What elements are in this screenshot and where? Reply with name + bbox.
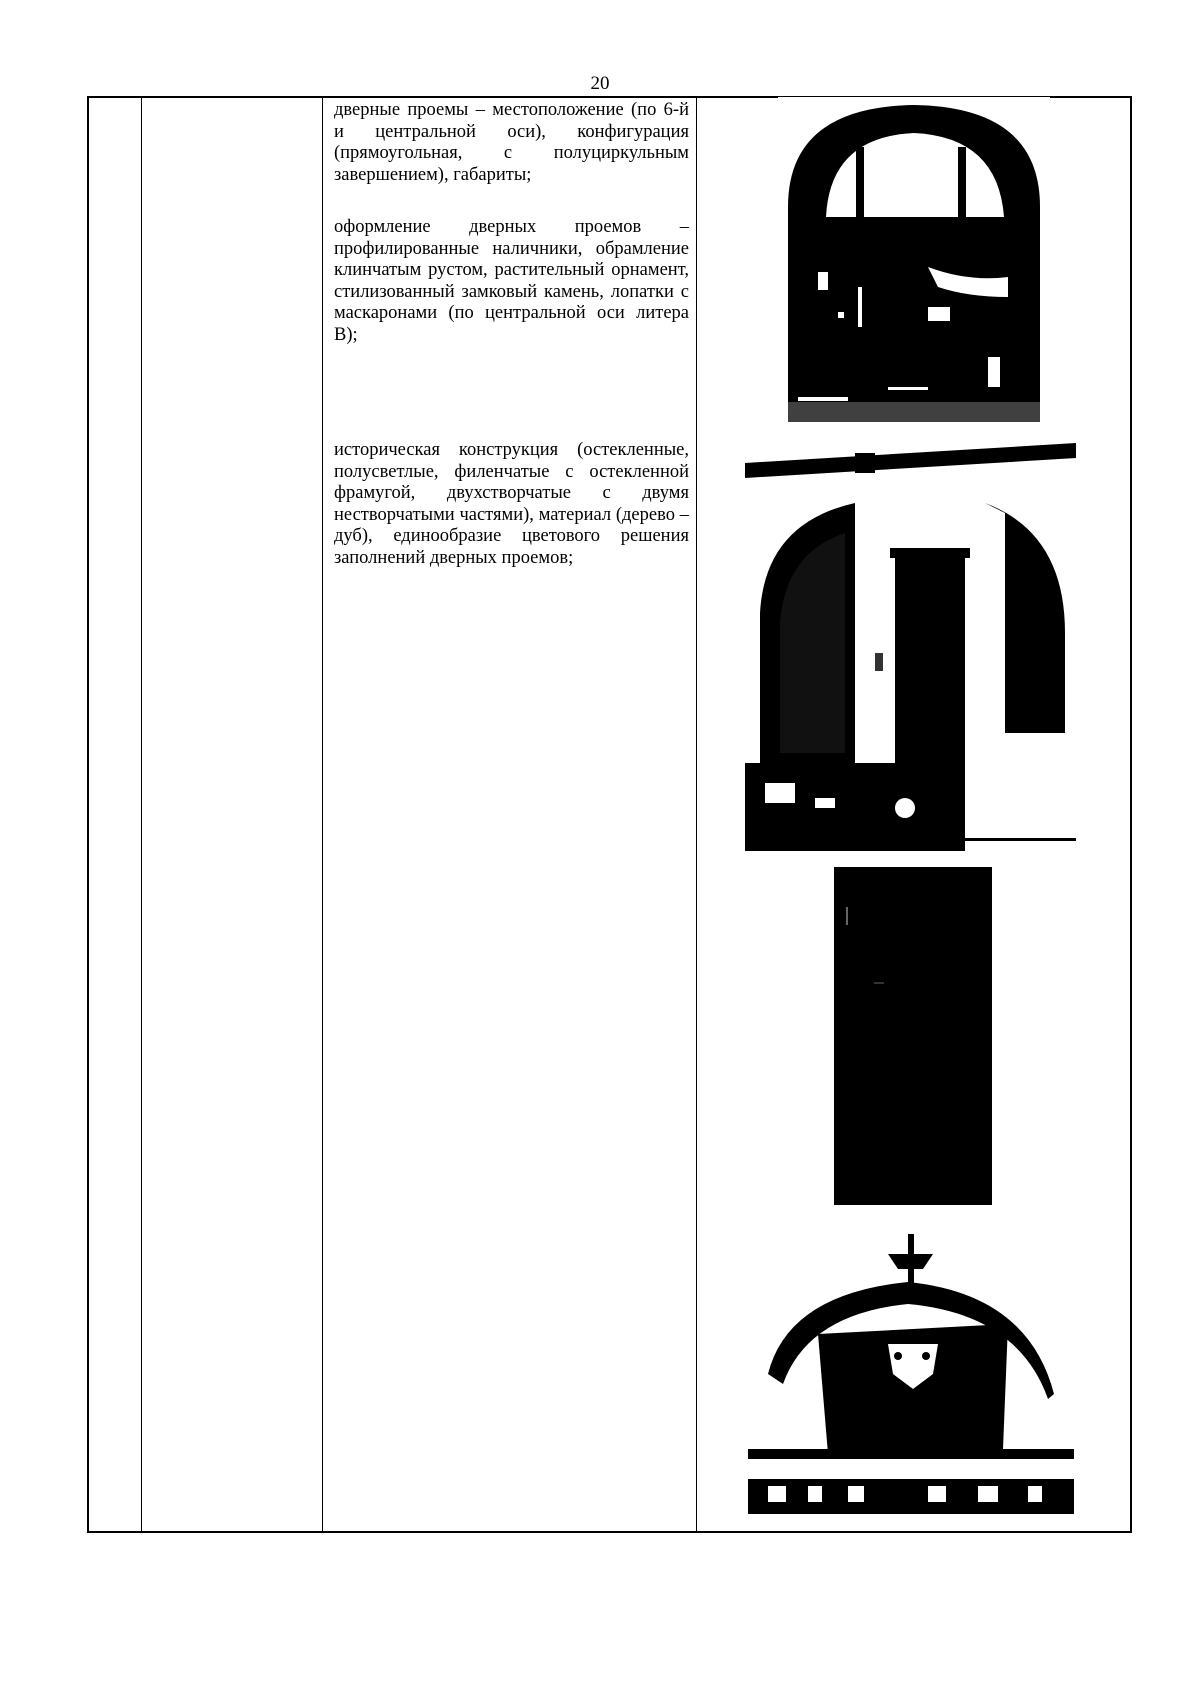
photo-arched-portal — [778, 97, 1050, 422]
page-number: 20 — [590, 73, 610, 94]
column-divider-3 — [696, 98, 697, 1531]
paragraph-door-openings: дверные проемы – местоположение (по 6-й и центральной оси), конфигурация (прямоугольная, с полуциркульным завершением), габариты; — [334, 100, 689, 185]
column-divider-1 — [141, 98, 142, 1531]
paragraph-door-construction: историческая конструкция (остекленные, полусветлые, филенчатые с остекленной фрамугой, двухстворчатые с двумя нестворчатыми частями), материал (дерево – дуб), единообразие цветового решения заполнений дверных проемов; — [334, 440, 689, 568]
photo-doorway — [745, 433, 1076, 851]
photo-keystone-detail — [748, 1224, 1074, 1514]
column-divider-2 — [322, 98, 323, 1531]
paragraph-door-decoration: оформление дверных проемов – профилированные наличники, обрамление клинчатым рустом, растительный орнамент, стилизованный замковый камень, лопатки с маскаронами (по центральной оси литера В); — [334, 217, 689, 345]
photo-door-leaf — [834, 867, 992, 1205]
